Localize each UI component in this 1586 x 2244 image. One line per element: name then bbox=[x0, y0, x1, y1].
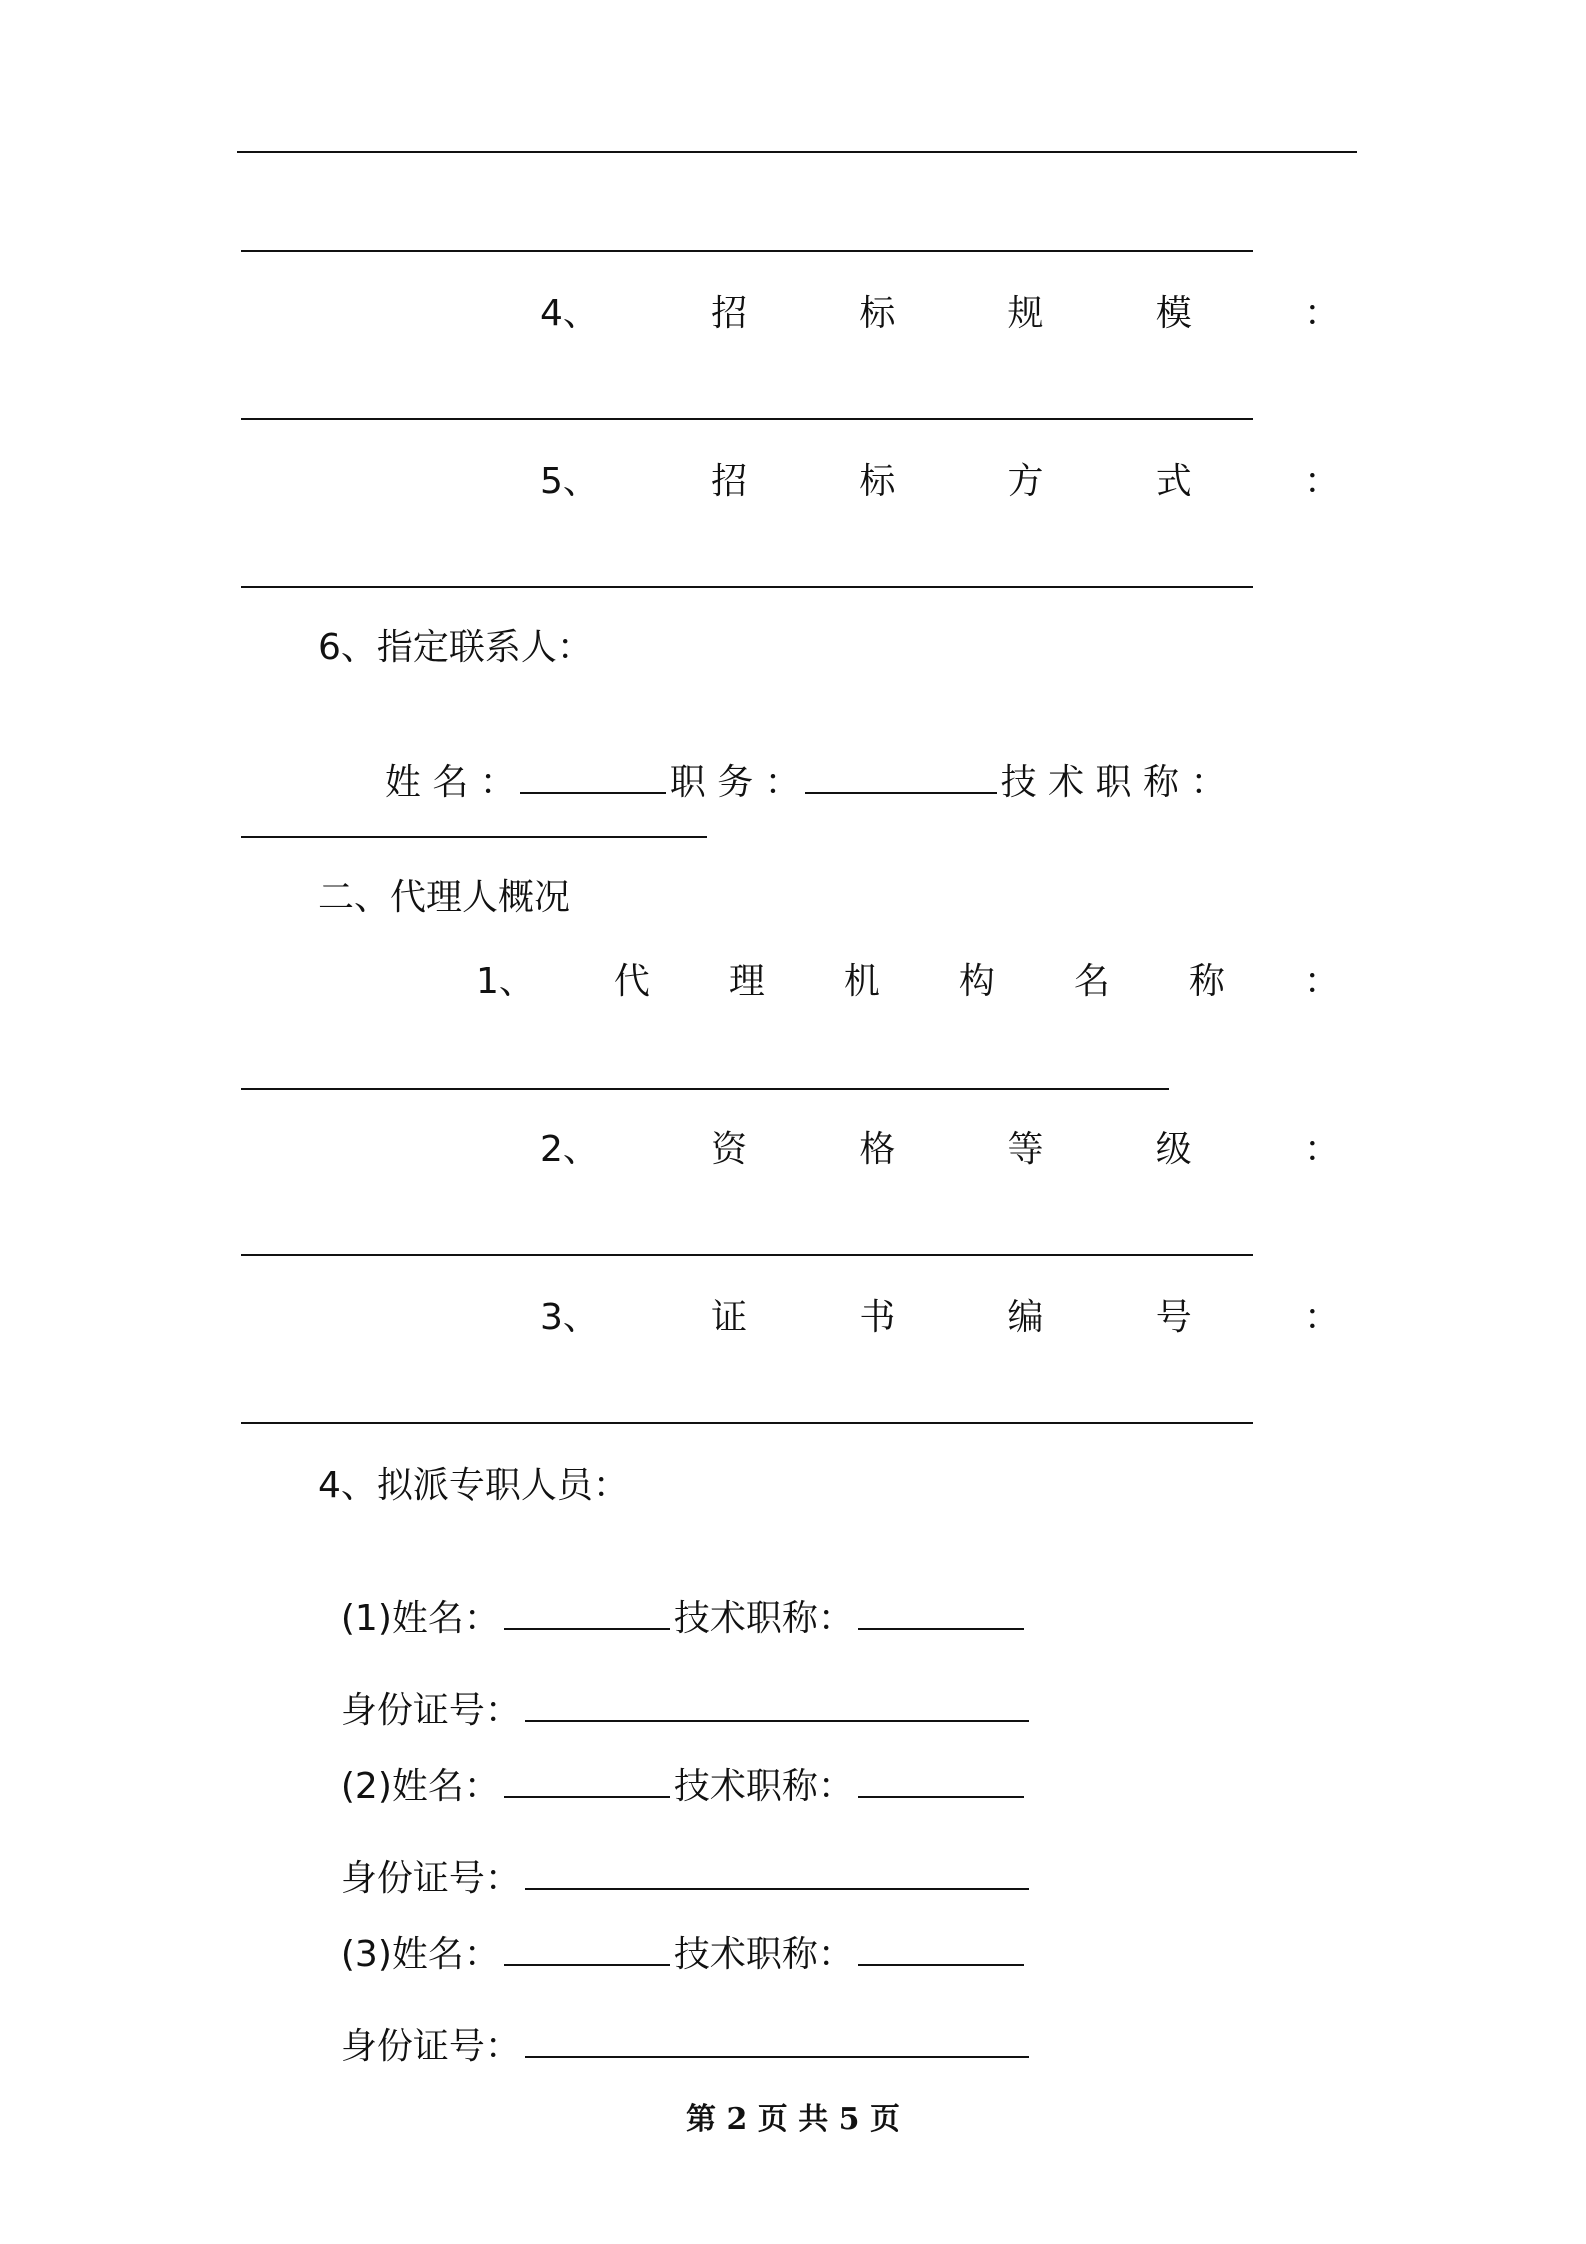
fill-line bbox=[241, 1422, 1253, 1424]
staff-title-label: 技术职称： bbox=[673, 1934, 854, 1975]
staff-name-blank[interactable] bbox=[504, 1928, 670, 1966]
page-footer: 第 2 页 共 5 页 bbox=[686, 2102, 900, 2137]
staff-name-label: (1)姓名： bbox=[340, 1598, 500, 1639]
field-colon: ： bbox=[1303, 1297, 1340, 1338]
field-char: 等 bbox=[1007, 1129, 1044, 1170]
field-char: 代 bbox=[613, 961, 650, 1002]
field-char: 名 bbox=[1073, 961, 1110, 1002]
field-char: 方 bbox=[1007, 461, 1044, 502]
field-method bbox=[540, 458, 1340, 506]
field-char: 书 bbox=[859, 1297, 896, 1338]
contact-heading: 6、指定联系人： bbox=[318, 627, 593, 668]
field-scale bbox=[540, 290, 1340, 338]
fill-line bbox=[241, 250, 1253, 252]
field-agency-name bbox=[476, 958, 1340, 1006]
name-blank[interactable] bbox=[520, 756, 666, 794]
field-char: 资 bbox=[711, 1129, 748, 1170]
fill-line bbox=[241, 1254, 1253, 1256]
field-colon: ： bbox=[1303, 293, 1340, 334]
field-number: 3、 bbox=[540, 1297, 599, 1338]
staff-id-blank[interactable] bbox=[525, 2020, 1029, 2058]
staff-name-label: (2)姓名： bbox=[340, 1766, 500, 1807]
field-char: 招 bbox=[711, 293, 748, 334]
field-qualification bbox=[540, 1126, 1340, 1174]
fill-line bbox=[241, 1088, 1169, 1090]
staff-name-label: (3)姓名： bbox=[340, 1934, 500, 1975]
duty-label: 职 务 ： bbox=[669, 762, 801, 803]
staff-row-2 bbox=[318, 1712, 1028, 1811]
staff-title-blank[interactable] bbox=[858, 1592, 1024, 1630]
contact-fields bbox=[362, 708, 1226, 807]
field-char: 格 bbox=[859, 1129, 896, 1170]
field-char: 构 bbox=[958, 961, 995, 1002]
field-colon: ： bbox=[1303, 1129, 1340, 1170]
field-certificate bbox=[540, 1294, 1340, 1342]
fill-line bbox=[241, 418, 1253, 420]
title-label: 技 术 职 称 ： bbox=[1000, 762, 1227, 803]
field-char: 级 bbox=[1155, 1129, 1192, 1170]
staff-title-blank[interactable] bbox=[858, 1928, 1024, 1966]
field-char: 标 bbox=[859, 293, 896, 334]
staff-title-blank[interactable] bbox=[858, 1760, 1024, 1798]
field-char: 模 bbox=[1155, 293, 1192, 334]
staff-title-label: 技术职称： bbox=[673, 1598, 854, 1639]
field-char: 规 bbox=[1007, 293, 1044, 334]
staff-id-label: 身份证号： bbox=[340, 2026, 521, 2067]
staff-heading: 4、拟派专职人员： bbox=[318, 1465, 629, 1506]
staff-name-blank[interactable] bbox=[504, 1592, 670, 1630]
staff-row-1 bbox=[318, 1544, 1028, 1643]
field-char: 称 bbox=[1188, 961, 1225, 1002]
field-char: 编 bbox=[1007, 1297, 1044, 1338]
staff-id-label: 身份证号： bbox=[340, 1690, 521, 1731]
field-number: 2、 bbox=[540, 1129, 599, 1170]
field-char: 标 bbox=[859, 461, 896, 502]
section-heading: 二、代理人概况 bbox=[318, 877, 571, 918]
staff-title-label: 技术职称： bbox=[673, 1766, 854, 1807]
field-number: 1、 bbox=[476, 961, 535, 1002]
field-char: 招 bbox=[711, 461, 748, 502]
staff-id-row-3 bbox=[318, 1972, 1033, 2071]
field-number: 5、 bbox=[540, 461, 599, 502]
field-char: 证 bbox=[711, 1297, 748, 1338]
fill-line bbox=[241, 836, 707, 838]
field-colon: ： bbox=[1303, 961, 1340, 1002]
fill-line bbox=[241, 586, 1253, 588]
header-rule bbox=[237, 151, 1357, 153]
field-char: 理 bbox=[728, 961, 765, 1002]
field-number: 4、 bbox=[540, 293, 599, 334]
field-char: 号 bbox=[1155, 1297, 1192, 1338]
name-label: 姓 名 ： bbox=[384, 762, 516, 803]
field-char: 机 bbox=[843, 961, 880, 1002]
staff-id-label: 身份证号： bbox=[340, 1858, 521, 1899]
staff-name-blank[interactable] bbox=[504, 1760, 670, 1798]
staff-row-3 bbox=[318, 1880, 1028, 1979]
duty-blank[interactable] bbox=[805, 756, 997, 794]
field-char: 式 bbox=[1155, 461, 1192, 502]
field-colon: ： bbox=[1303, 461, 1340, 502]
